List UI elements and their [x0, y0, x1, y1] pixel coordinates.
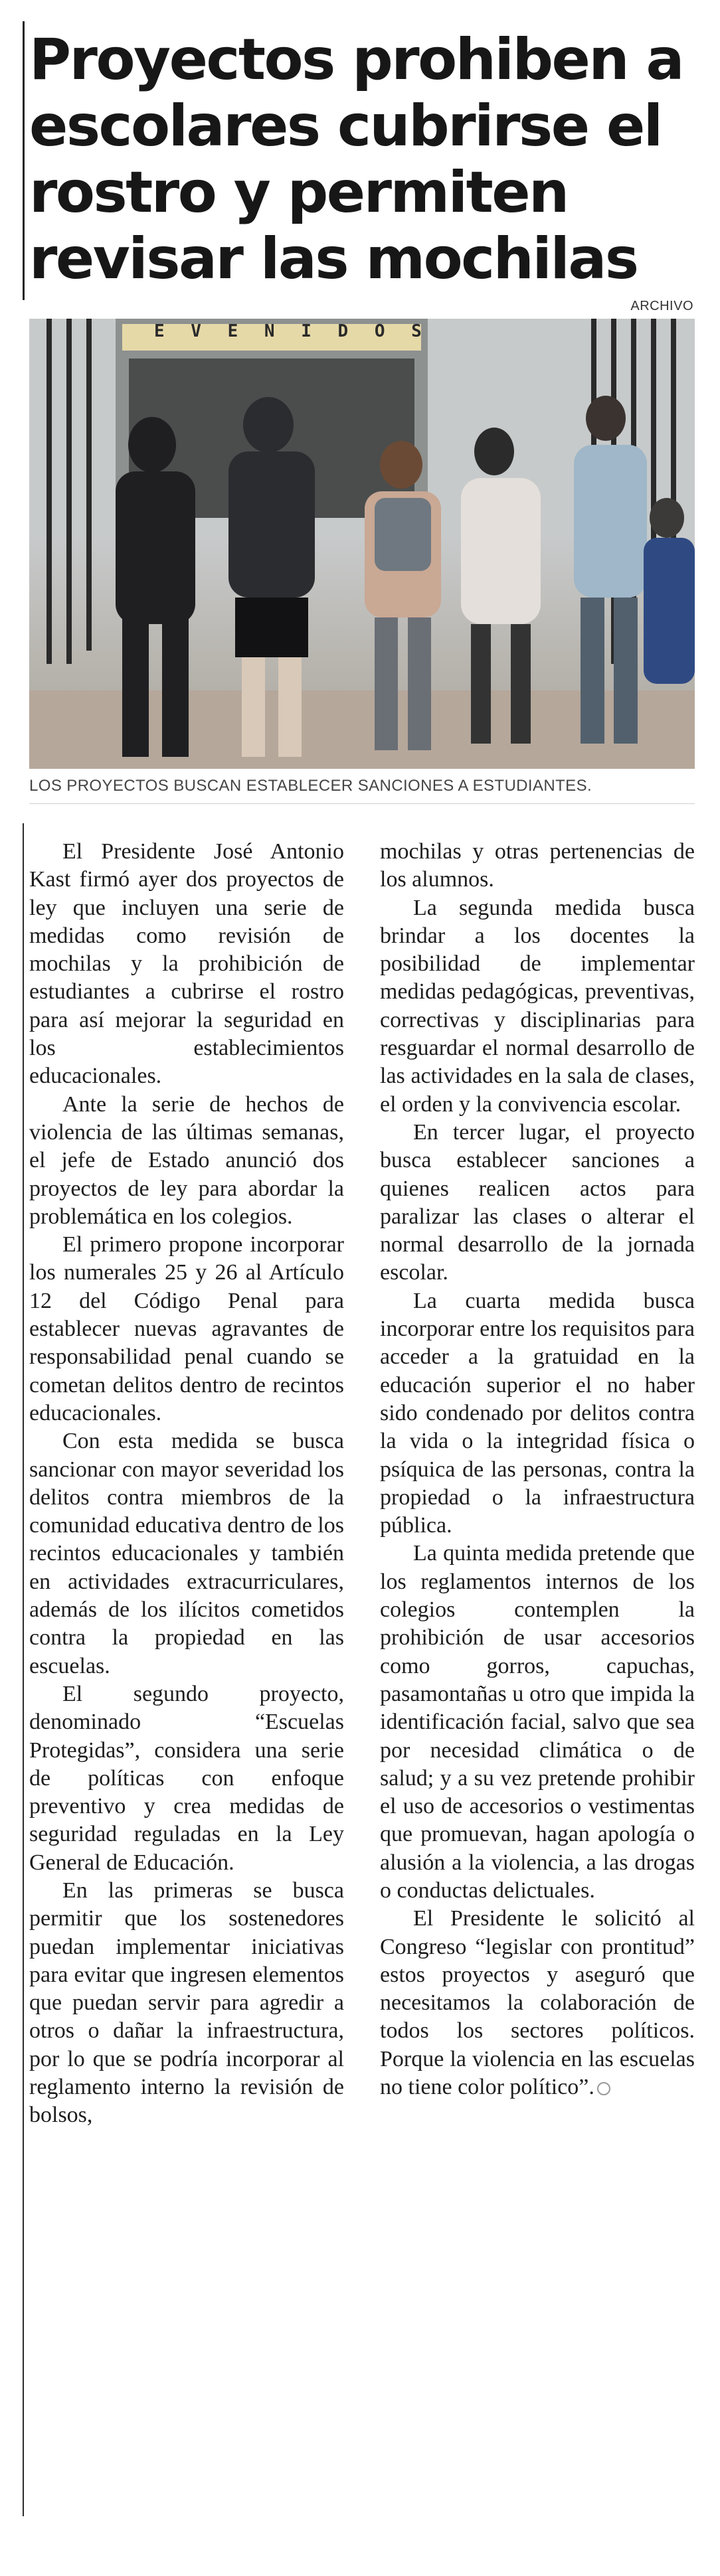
paragraph: La cuarta medida busca incorporar entre los requisitos para acceder a la gratuidad en la educación superior el no haber sido condenado por delitos contra la vida o la integridad física o psíquica de las personas, contra la propiedad o la infraestructura pública.	[380, 1288, 695, 1538]
paragraph: En las primeras se busca permitir que los sostenedores puedan implementar iniciativas para evitar que ingresen elementos que puedan servir para agredir a otros o dañar la infraestructura, por lo que se podría incorporar al reglamento interno la revisión de bolsos,	[29, 1878, 344, 2128]
article-photo	[29, 319, 695, 769]
end-of-article-icon	[597, 2082, 610, 2095]
article-column-right	[380, 838, 695, 2101]
photo-banner-text: E V E N I D O S	[154, 321, 430, 341]
photo-illustration	[29, 319, 695, 769]
paragraph: El primero propone incorporar los numerales 25 y 26 al Artículo 12 del Código Penal para establecer nuevas agravantes de responsabilidad penal cuando se cometan delitos dentro de recintos educacionales.	[29, 1232, 344, 1425]
photo-credit: ARCHIVO	[630, 299, 693, 313]
paragraph-continuation: mochilas y otras pertenencias de los alumnos.	[380, 839, 695, 892]
paragraph: La quinta medida pretende que los reglamentos internos de los colegios contemplen la prohibición de usar accesorios como gorros, capuchas, pasamontañas u otro que impida la identificación facial, salvo que sea por necesidad climática o de salud; y a su vez pretende prohibir el uso de accesorios o vestimentas que promuevan, hagan apología o alusión a la violencia, a las drogas o conductas delictuales.	[380, 1541, 695, 1903]
photo-caption: LOS PROYECTOS BUSCAN ESTABLECER SANCIONES A ESTUDIANTES.	[29, 777, 695, 804]
paragraph: Con esta medida se busca sancionar con mayor severidad los delitos contra miembros de la comunidad educativa dentro de los recintos educacionales y también en actividades extracurriculares, además de los ilícitos cometidos contra la propiedad en las escuelas.	[29, 1429, 344, 1678]
column-rule	[23, 823, 24, 2516]
article-column-left	[29, 838, 344, 2130]
closing-paragraph	[380, 1905, 695, 2101]
paragraph: En tercer lugar, el proyecto busca establecer sanciones a quienes realicen actos para paralizar las clases o alterar el normal desarrollo de la jornada escolar.	[380, 1119, 695, 1285]
paragraph: Ante la serie de hechos de violencia de las últimas semanas, el jefe de Estado anunció dos proyectos de ley para abordar la problemática en los colegios.	[29, 1091, 344, 1229]
paragraph: El Presidente José Antonio Kast firmó ayer dos proyectos de ley que incluyen una serie de medidas como revisión de mochilas y la prohibición de estudiantes a cubrirse el rostro para así mejorar la seguridad en los establecimientos educacionales.	[29, 839, 344, 1089]
headline-rule	[23, 21, 25, 300]
closing-paragraph-text: El Presidente le solicitó al Congreso “legislar con prontitud” estos proyectos y aseguró que necesitamos la colaboración de todos los sectores políticos. Porque la violencia en las escuelas no tiene color político”.	[380, 1906, 695, 2100]
article-headline: Proyectos prohiben a escolares cubrirse el rostro y permiten revisar las mochilas	[29, 27, 683, 292]
paragraph: La segunda medida busca brindar a los docentes la posibilidad de implementar medidas pedagógicas, preventivas, correctivas y disciplinarias para resguardar el normal desarrollo de las actividades en la sala de clases, el orden y la convivencia escolar.	[380, 895, 695, 1117]
paragraph: El segundo proyecto, denominado “Escuelas Protegidas”, considera una serie de políticas con enfoque preventivo y crea medidas de seguridad reguladas en la Ley General de Educación.	[29, 1681, 344, 1875]
